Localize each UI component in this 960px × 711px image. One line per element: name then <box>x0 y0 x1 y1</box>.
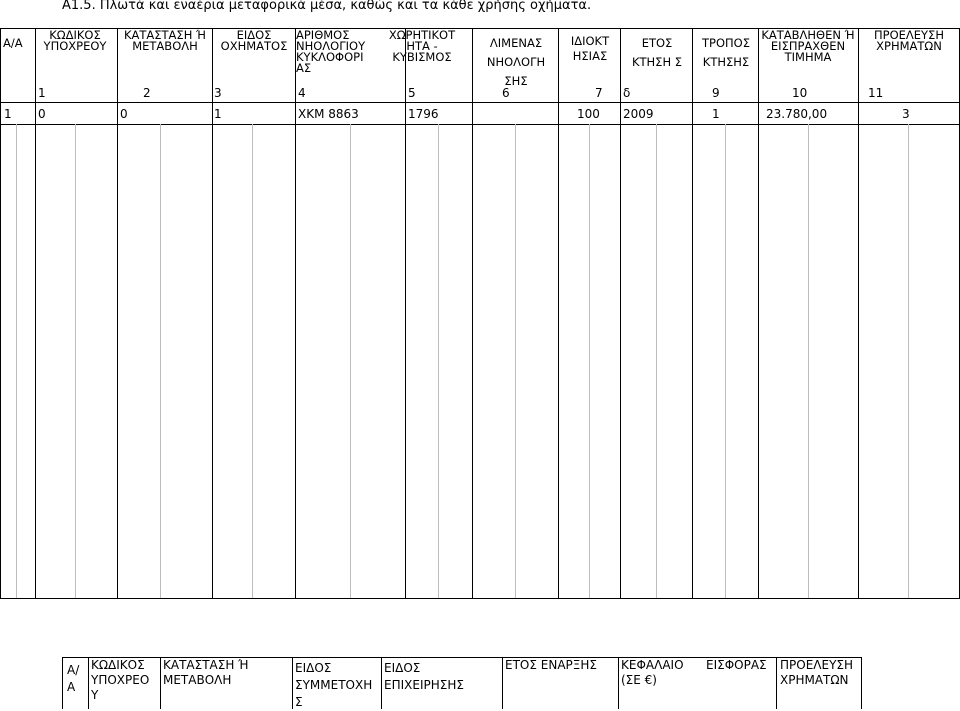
bottom-header-participation-type-text: ΕΙΔΟΣ ΣΥΜΜΕΤΟΧΗ Σ <box>295 661 373 709</box>
bottom-header-money-origin-text: ΠΡΟΕΛΕΥΣΗ ΧΡΗΜΑΤΩΝ <box>780 658 854 687</box>
column-number: 4 <box>298 86 306 100</box>
header-capacity <box>376 30 468 63</box>
col-border-0 <box>0 28 1 598</box>
header-vehicle-type <box>213 30 295 52</box>
section-title: Α1.5. Πλωτά και εναέρια μεταφορικά μέσα, καθώς και τα κάθε χρήσης οχήματα. <box>62 0 592 13</box>
bottom-header-capital-text: ΚΕΦΑΛΑΙΟ (ΣΕ €) <box>621 658 684 687</box>
header-acquisition-mode <box>694 34 758 72</box>
bottom-header-obligor-code <box>91 658 159 703</box>
grid-line <box>808 124 809 598</box>
grid-line <box>252 124 253 598</box>
bottom-col-border-7 <box>776 657 777 709</box>
bottom-header-obligor-code-text: ΚΩΔΙΚΟΣ ΥΠΟΧΡΕΟ Υ <box>91 658 150 702</box>
header-year-acquired-text: ΕΤΟΣ ΚΤΗΣΗ Σ <box>631 36 683 69</box>
column-number: 7 <box>595 86 603 100</box>
bottom-header-money-origin <box>780 658 860 688</box>
bottom-header-business-type <box>384 660 502 694</box>
bottom-col-border-1 <box>88 657 89 709</box>
grid-line <box>75 124 76 598</box>
column-number: 10 <box>792 86 808 100</box>
header-acquisition-mode-text: ΤΡΟΠΟΣ ΚΤΗΣΗΣ <box>702 36 750 69</box>
header-money-origin <box>860 30 958 52</box>
bottom-col-border-5 <box>502 657 503 709</box>
header-obligor-code-text: ΚΩΔΙΚΟΣ ΥΠΟΧΡΕΟΥ <box>43 28 107 53</box>
column-number: 2 <box>143 86 151 100</box>
col-border-11 <box>858 28 859 598</box>
main-table-bottom-border <box>0 598 960 599</box>
bottom-header-business-type-text: ΕΙΔΟΣ ΕΠΙΧΕΙΡΗΣΗΣ <box>384 661 464 692</box>
bottom-col-border-2 <box>160 657 161 709</box>
bottom-col-border-0 <box>62 657 63 709</box>
col-border-3 <box>212 28 213 598</box>
bottom-header-capital <box>621 658 701 688</box>
bottom-col-border-4 <box>381 657 382 709</box>
bottom-header-aa <box>67 662 87 696</box>
grid-line <box>656 124 657 598</box>
bottom-header-aa-text: Α/ Α <box>67 663 80 694</box>
col-border-1 <box>35 28 36 598</box>
cell-price: 23.780,00 <box>766 107 828 121</box>
header-port-text: ΛΙΜΕΝΑΣ ΝΗΟΛΟΓΗ ΣΗΣ <box>486 36 546 88</box>
header-aa: Α/Α <box>3 36 23 50</box>
cell-vehicle-type: 1 <box>214 107 222 121</box>
cell-ownership: 100 <box>577 107 600 121</box>
header-status-text: ΚΑΤΑΣΤΑΣΗ Ή ΜΕΤΑΒΟΛΗ <box>123 28 207 53</box>
main-table-row-border <box>0 124 960 125</box>
bottom-header-start-year <box>505 658 617 673</box>
cell-year-acquired: 2009 <box>623 107 654 121</box>
col-border-6 <box>472 28 473 598</box>
bottom-header-contribution: ΕΙΣΦΟΡΑΣ <box>706 658 767 672</box>
grid-line <box>16 124 17 598</box>
header-obligor-code <box>36 30 114 52</box>
header-ownership <box>560 34 620 64</box>
grid-line <box>515 124 516 598</box>
header-vehicle-type-text: ΕΙΔΟΣ ΟΧΗΜΑΤΟΣ <box>220 28 288 53</box>
header-ownership-text: ΙΔΙΟΚΤ ΗΣΙΑΣ <box>570 34 610 63</box>
column-number: 3 <box>214 86 222 100</box>
col-border-4 <box>295 28 296 598</box>
col-border-10 <box>758 28 759 598</box>
header-status <box>120 30 210 52</box>
grid-line <box>908 124 909 598</box>
header-money-origin-text: ΠΡΟΕΛΕΥΣΗ ΧΡΗΜΑΤΩΝ <box>874 28 944 53</box>
cell-registry-number: ΧΚΜ 8863 <box>298 107 359 121</box>
header-price-text: ΚΑΤΑΒΛΗΘΕΝ Ή ΕΙΣΠΡΑΧΘΕΝ ΤΙΜΗΜΑ <box>761 28 855 64</box>
bottom-header-participation-type <box>295 660 380 711</box>
column-number: δ <box>623 86 631 100</box>
column-number: 6 <box>502 86 510 100</box>
column-number: 5 <box>408 86 416 100</box>
grid-line <box>438 124 439 598</box>
bottom-header-start-year-text: ΕΤΟΣ ΕΝΑΡΞΗΣ <box>505 658 597 672</box>
cell-status: 0 <box>120 107 128 121</box>
column-number: 1 <box>38 86 46 100</box>
cell-aa: 1 <box>4 107 12 121</box>
col-border-5 <box>405 28 406 598</box>
header-year-acquired <box>622 34 692 72</box>
header-registry-number-text: ΑΡΙΘΜΟΣ ΝΗΟΛΟΓΙΟΥ ΚΥΚΛΟΦΟΡΙ ΑΣ <box>296 28 366 75</box>
bottom-col-border-6 <box>618 657 619 709</box>
column-number: 11 <box>868 86 884 100</box>
cell-obligor-code: 0 <box>38 107 46 121</box>
bottom-col-border-3 <box>292 657 293 709</box>
header-registry-number <box>296 30 381 74</box>
bottom-header-status-text: ΚΑΤΑΣΤΑΣΗ Ή ΜΕΤΑΒΟΛΗ <box>163 658 249 687</box>
col-border-2 <box>117 28 118 598</box>
cell-capacity: 1796 <box>408 107 439 121</box>
col-border-7 <box>558 28 559 598</box>
cell-acquisition-mode: 1 <box>712 107 720 121</box>
grid-line <box>350 124 351 598</box>
bottom-col-border-8 <box>861 657 862 709</box>
bottom-header-status <box>163 658 291 688</box>
header-port <box>474 34 558 91</box>
cell-money-origin: 3 <box>902 107 910 121</box>
col-border-8 <box>620 28 621 598</box>
header-price <box>759 30 857 63</box>
main-table-header-bottom-border <box>0 102 960 103</box>
column-number: 9 <box>712 86 720 100</box>
col-border-9 <box>692 28 693 598</box>
grid-line <box>725 124 726 598</box>
grid-line <box>160 124 161 598</box>
header-capacity-text: ΧΩΡΗΤΙΚΟΤ ΗΤΑ - ΚΥΒΙΣΜΟΣ <box>388 28 456 64</box>
grid-line <box>589 124 590 598</box>
